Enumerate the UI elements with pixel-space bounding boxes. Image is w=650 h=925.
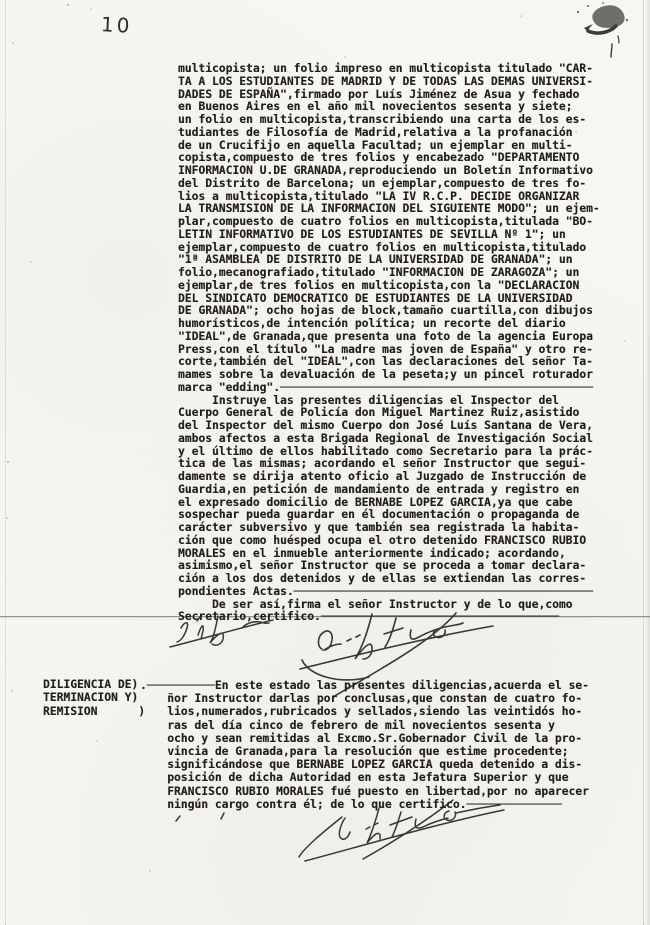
typed-line: marca "edding".────────────────────────────────────────────── bbox=[178, 380, 593, 394]
typed-line: TA A LOS ESTUDIANTES DE MADRID Y DE TODAS LAS DEMAS UNIVERSI- bbox=[178, 74, 593, 88]
typed-line: .──────────En este estado las presentes diligencias,acuerda el se- bbox=[140, 679, 589, 692]
typed-line: MORALES en el inmueble anteriormente indicado; acordando, bbox=[178, 546, 566, 560]
typed-line: de un Crucifijo en aquella Facultad; un ejemplar en multi- bbox=[178, 138, 573, 152]
typed-line: De ser así,firma el señor Instructor y de lo que,como bbox=[178, 597, 573, 611]
typed-line: ningún cargo contra él; de lo que certifico.────────────── bbox=[140, 797, 562, 811]
typed-line: ción a los dos detenidos y de ellas se extiendan las corres- bbox=[178, 572, 587, 585]
typed-body-paragraphs bbox=[178, 63, 600, 624]
typed-line: el expresado domicilio de BERNABE LOPEZ GARCIA,ya que cabe bbox=[178, 495, 573, 509]
typed-line: Guardia,en petición de mandamiento de entrada y registro en bbox=[178, 482, 580, 496]
typed-line: un folio en multicopista,transcribiendo una carta de los es- bbox=[178, 113, 587, 126]
typed-line: "IDEAL",de Granada,que presenta una foto de la agencia Europa bbox=[178, 329, 593, 343]
typed-line: ocho y sean remitidas al Excmo.Sr.Gobernador Civil de la pro- bbox=[140, 731, 583, 745]
typed-line: REMISION ) bbox=[43, 704, 146, 718]
typed-line: folio,mecanografiado,titulado "INFORMACION DE ZARAGOZA"; un bbox=[178, 266, 580, 279]
typed-line: ñor Instructor darlas por conclusas,que constan de cuatro fo- bbox=[140, 692, 583, 706]
typed-closing-paragraph bbox=[140, 679, 589, 811]
typed-line: damente se dirija atento oficio al Juzgado de Instrucción de bbox=[178, 470, 587, 483]
margin-label-diligencia bbox=[43, 678, 145, 718]
pencil-smudge bbox=[577, 2, 628, 57]
typed-line: del Inspector del mismo Cuerpo don José Luís Santana de Vera, bbox=[178, 419, 593, 432]
typed-line: pondientes Actas.──────────────────────────────────────────── bbox=[178, 584, 593, 598]
typed-line: mames sobre la devaluación de la peseta;y un pincel roturador bbox=[178, 368, 593, 381]
typed-line: en Buenos Aires en el año mil novecientos sesenta y siete; bbox=[178, 100, 573, 114]
typed-line: asimismo,el señor Instructor que se proceda a tomar declara- bbox=[178, 559, 587, 573]
typed-line: humorísticos,de intención política; un recorte del diario bbox=[178, 317, 566, 330]
typed-line: Secretario,certifico.─────────────────────────────────── bbox=[178, 610, 559, 624]
typed-line: copista,compuesto de tres folios y encabezado "DEPARTAMENTO bbox=[178, 151, 580, 165]
typed-line: lios a multicopista,titulado "LA IV R.C.P. DECIDE ORGANIZAR bbox=[178, 189, 580, 203]
scan-edge-band bbox=[645, 0, 650, 925]
typed-line: y el último de ellos habilitado como Secretario para la prác- bbox=[178, 444, 593, 458]
handwritten-page-number: 10 bbox=[100, 12, 134, 38]
typed-line: FRANCISCO RUBIO MORALES fué puesto en libertad,por no aparecer bbox=[140, 784, 589, 798]
typed-line: sospechar pueda guardar en él documentación o propaganda de bbox=[178, 508, 580, 522]
typed-line: Cuerpo General de Policía don Miguel Martinez Ruiz,asistido bbox=[178, 406, 580, 420]
typed-line: LETIN INFORMATIVO DE LOS ESTUDIANTES DE SEVILLA Nº 1"; un bbox=[178, 227, 566, 241]
scan-edge-left bbox=[5, 0, 6, 925]
typed-line: DEL SINDICATO DEMOCRATICO DE ESTUDIANTES DE LA UNIVERSIDAD bbox=[178, 291, 573, 305]
typed-line: INFORMACION U.DE GRANADA,reproduciendo un Boletín Informativo bbox=[178, 164, 593, 177]
typed-line: DADES DE ESPAÑA",firmado por Luís Jiménez de Asua y fechado bbox=[178, 87, 580, 101]
typed-line: significándose que BERNABE LOPEZ GARCIA queda detenido a dis- bbox=[140, 758, 583, 772]
typed-line: Instruye las presentes diligencias el Inspector del bbox=[178, 393, 559, 407]
typed-line: tica de las mismas; acordando el señor Instructor que segui- bbox=[178, 457, 587, 471]
typed-line: ción que como huésped ocupa el otro detenido FRANCISCO RUBIO bbox=[178, 533, 587, 547]
typed-line: corte,también del "IDEAL",con las declaraciones del señor Ta- bbox=[178, 355, 593, 369]
typed-line: DE GRANADA"; ocho hojas de block,tamaño cuartilla,con dibujos bbox=[178, 304, 593, 318]
typed-line: ejemplar,compuesto de cuatro folios en multicopista,titulado bbox=[178, 240, 587, 254]
typed-line: Press,con el título "La madre mas joven de España" y otro re- bbox=[178, 342, 593, 356]
typed-line: del Distrito de Barcelona; un ejemplar,compuesto de tres fo- bbox=[178, 176, 587, 190]
typed-line: multicopista; un folio impreso en multicopista titulado "CAR- bbox=[178, 62, 593, 75]
typed-line: TERMINACION Y) bbox=[43, 691, 139, 705]
typed-line: vincia de Granada,para la resolución que estime procedente; bbox=[140, 745, 569, 759]
typed-line: ambos afectos a esta Brigada Regional de Investigación Social bbox=[178, 431, 593, 445]
typed-line: LA TRANSMISION DE LA INFORMACION DEL SIGUIENTE MODO"; un ejem- bbox=[178, 202, 600, 216]
typed-line: ras del día cinco de febrero de mil novecientos sesenta y bbox=[140, 718, 555, 732]
typed-line: plar,compuesto de cuatro folios en multicopista,titulada "BO- bbox=[178, 215, 593, 228]
typed-line: posición de dicha Autoridad en esta Jefatura Superior y que bbox=[140, 771, 569, 785]
typed-line: ejemplar,de tres folios en multicopista,con la "DECLARACION bbox=[178, 278, 580, 292]
typed-line: lios,numerados,rubricados y sellados,siendo las veintidós ho- bbox=[140, 705, 583, 719]
typed-line: carácter subversivo y que también sea registrada la habita- bbox=[178, 521, 580, 534]
typed-line: DILIGENCIA DE) bbox=[43, 678, 139, 691]
scan-edge-right bbox=[643, 0, 644, 925]
typed-line: "1ª ASAMBLEA DE DISTRITO DE LA UNIVERSIDAD DE GRANADA"; un bbox=[178, 253, 573, 267]
typed-line: tudiantes de Filosofía de Madrid,relativa a la profanación bbox=[178, 125, 573, 139]
